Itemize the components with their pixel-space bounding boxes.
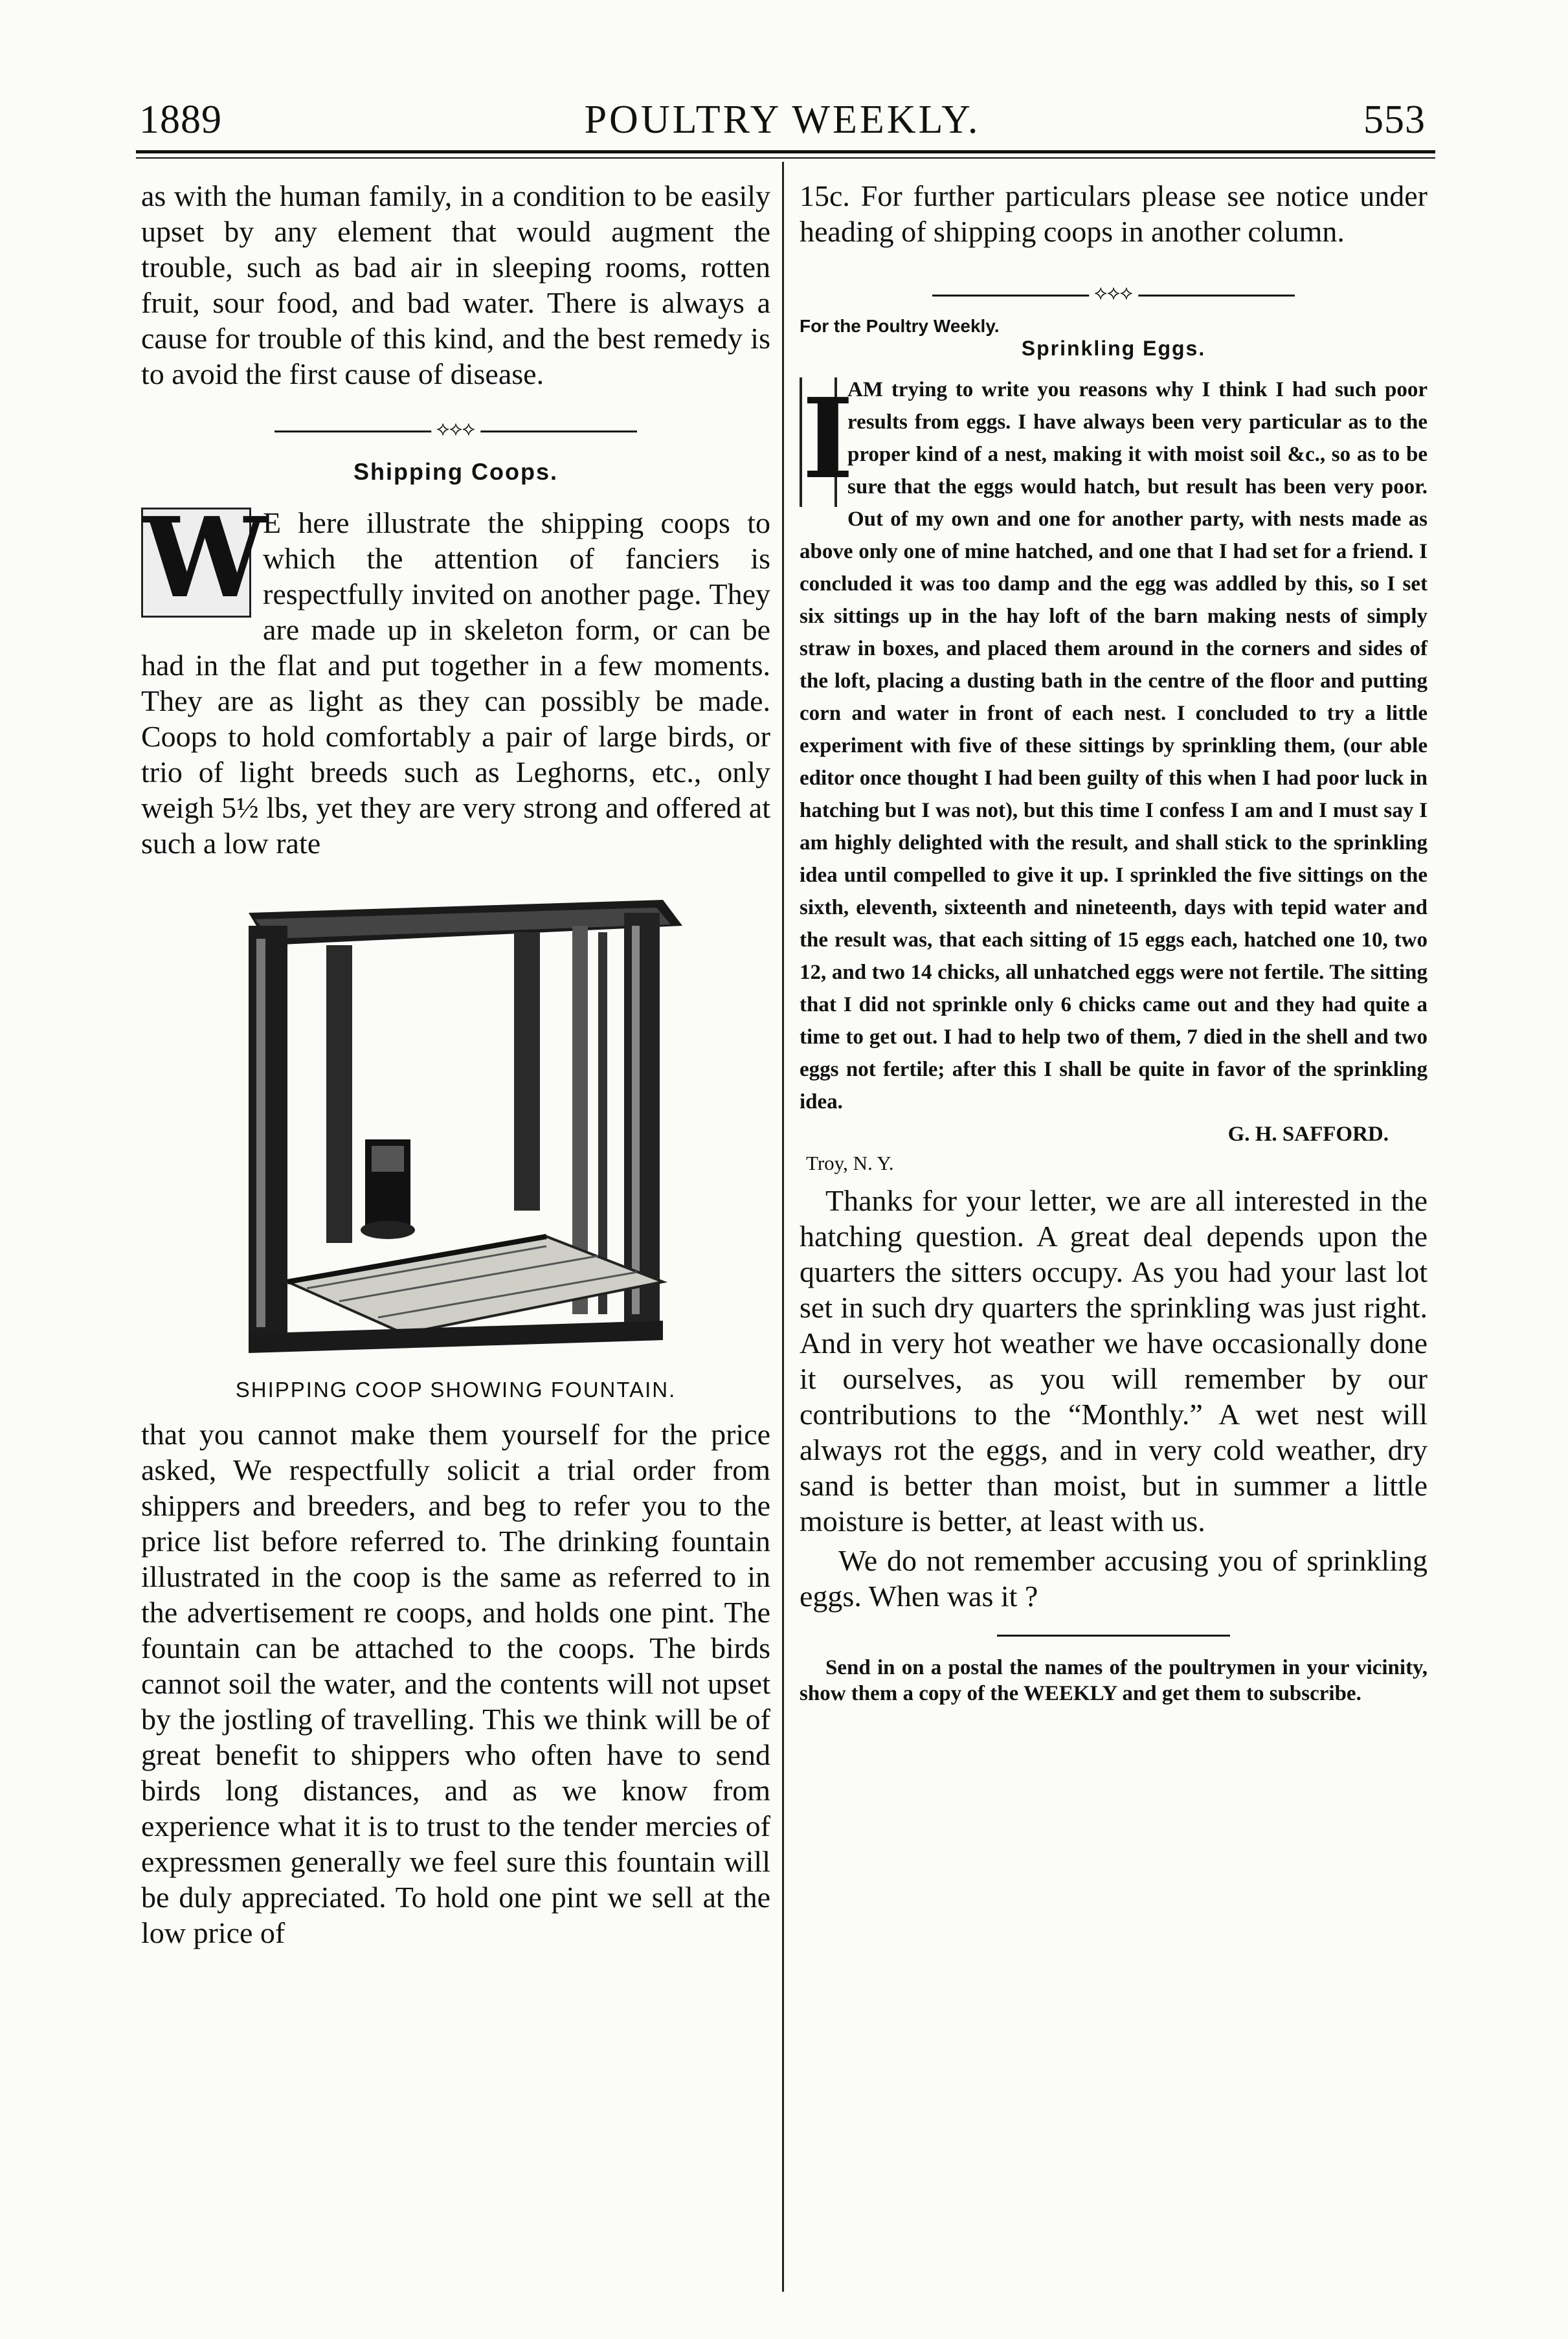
subscribe-notice: Send in on a postal the names of the poultrymen in your vicinity, show them a copy of the WEEKLY and get them to subscribe. xyxy=(800,1656,1428,1705)
editor-reply-1: Thanks for your letter, we are all interested in the hatching question. A great deal depends upon the quarters the sitters occupy. As you had your last lot set in such dry quarters the sprinkling was just right. And in very hot weather we have occasionally done it ourselves, as you will remember by our contributions to the “Monthly.” A wet nest will always rot the eggs, and in very cold weather, dry sand is better than moist, but in summer a little moisture is better, at least with us. xyxy=(800,1184,1428,1538)
page-header xyxy=(139,97,1426,149)
figure-caption: SHIPPING COOP SHOWING FOUNTAIN. xyxy=(235,1378,677,1402)
right-continuation-text: 15c. For further particulars please see notice under heading of shipping coops in another column. xyxy=(800,179,1428,248)
dropcap-w: W xyxy=(141,508,251,618)
editor-reply-2: We do not remember accusing you of sprinkling eggs. When was it ? xyxy=(800,1544,1428,1613)
article-heading-sprinkling-eggs: Sprinkling Eggs. xyxy=(1021,337,1206,360)
letter-signature-row xyxy=(800,1118,1428,1150)
section-ornament-right xyxy=(932,282,1295,304)
article-heading-shipping-coops: Shipping Coops. xyxy=(353,458,558,485)
coop-drawing xyxy=(210,887,702,1366)
for-the-weekly-line: For the Poultry Weekly. xyxy=(800,316,1000,336)
dropcap-i: I xyxy=(800,377,837,507)
header-rule xyxy=(136,150,1435,153)
shipping-coops-paragraph-1: E here illustrate the shipping coops to which the attention of fanciers is respectfully invited on another page. They are made up in skeleton form, or can be had in the flat and put together in a few moments. They are as light as they can possibly be made. Coops to hold comfortably a pair of large birds, or trio of light breeds such as Leghorns, etc., only weigh 5½ lbs, yet they are very strong and offered at such a low rate xyxy=(141,506,770,860)
left-column xyxy=(141,178,770,1951)
left-intro-text: as with the human family, in a condition to be easily upset by any element that would augment the trouble, such as bad air in sleeping rooms, rotten fruit, sour food, and bad water. There is always a cause for trouble of this kind, and the best remedy is to avoid the first cause of disease. xyxy=(141,179,770,390)
notice-rule xyxy=(997,1635,1230,1637)
ornament-glyph: ⟡⟡⟡ xyxy=(431,418,480,440)
letter-text: AM trying to write you reasons why I think I had such poor results from eggs. I have always been very particular as to the proper kind of a nest, making it with moist soil &c., so as to be sure that the eggs would hatch, but result has been very poor. Out of my own and one for another party, with nests made as above only one of mine hatched, and one that I had set for a friend. I concluded it was too damp and the egg was addled by this, so I set six sittings up in the hay loft of the barn making nests of simply straw in boxes, and placed them around in the corners and sides of the loft, placing a dusting bath in the centre of the floor and putting corn and water in front of each nest. I concluded to try a little experiment with five of these sittings by sprinkling them, (our able editor once thought I had been guilty of this when I had poor luck in hatching but I was not), but this time I confess I am and I must say I am highly delighted with the result, and shall stick to the sprinkling idea until compelled to give it up. I sprinkled the five sittings on the sixth, eleventh, sixteenth and nineteenth, days with tepid water and the result was, that each sitting of 15 eggs each, hatched one 10, two 12, and two 14 chicks, all unhatched eggs were not fertile. The sitting that I did not sprinkle only 6 chicks came out and they had quite a time to get out. I had to help two of them, 7 died in the shell and two eggs not fertile; after this I shall be quite in favor of the sprinkling idea. xyxy=(800,378,1428,1114)
shipping-coops-paragraph-2: that you cannot make them yourself for the price asked, We respectfully solicit a trial order from shippers and breeders, and beg to refer you to the price list before referred to. The drinking fountain illustrated in the coop is the same as referred to in the advertisement re coops, and holds one pint. The fountain can be attached to the coops. The birds cannot soil the water, and the contents will not upset by the jostling of travelling. This we think will be of great benefit to shippers who often have to send birds long distances, and as we know from experience what it is to trust to the tender mercies of expressmen generally we feel sure this fountain will be duly appreciated. To hold one pint we sell at the low price of xyxy=(141,1418,770,1949)
header-rule-thin xyxy=(136,157,1435,159)
section-ornament xyxy=(274,418,637,440)
shipping-coops-body xyxy=(141,493,770,861)
sprinkling-eggs-letter xyxy=(800,374,1428,1118)
column-divider xyxy=(782,162,784,2292)
header-title: POULTRY WEEKLY. xyxy=(584,98,981,142)
letter-signature: G. H. SAFFORD. xyxy=(1227,1123,1389,1146)
shipping-coop-illustration xyxy=(210,887,702,1366)
header-year: 1889 xyxy=(139,98,222,142)
ornament-glyph-right: ⟡⟡⟡ xyxy=(1089,282,1138,304)
header-page-number: 553 xyxy=(1363,98,1426,142)
letter-place: Troy, N. Y. xyxy=(806,1152,894,1174)
right-column xyxy=(800,178,1428,1707)
